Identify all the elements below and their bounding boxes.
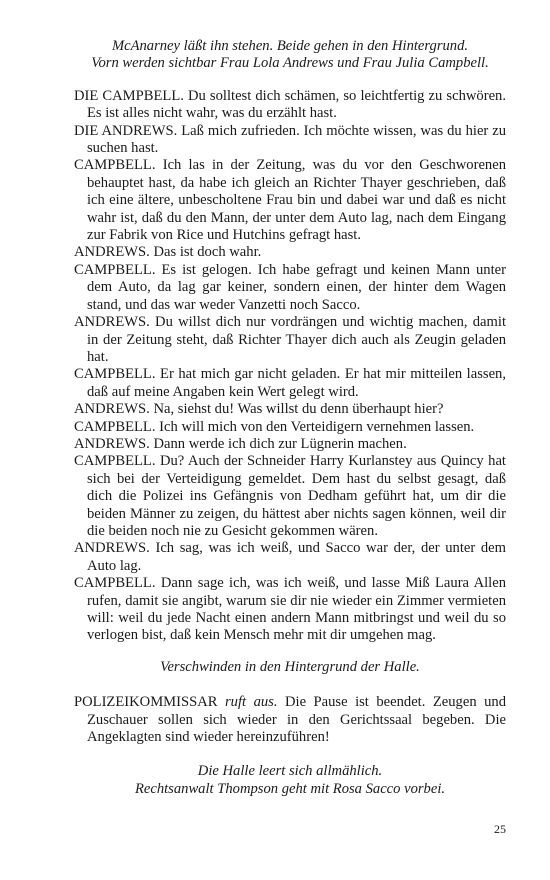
speaker-label: CAMPBELL. xyxy=(74,157,156,174)
speech-andrews xyxy=(74,314,506,366)
stage-direction-top xyxy=(74,38,506,73)
speech-text: Du solltest dich schämen, so leichtfertig zu schwören. Es ist alles nicht wahr, was du erzählt hast. xyxy=(87,87,506,122)
stage-direction-bottom xyxy=(74,763,506,798)
speaker-label: ANDREWS. xyxy=(74,314,150,331)
book-page xyxy=(74,38,506,798)
dialogue xyxy=(74,88,506,645)
stage-direction-line: Vorn werden sichtbar Frau Lola Andrews und Frau Julia Campbell. xyxy=(91,55,489,72)
speech-polizeikommissar xyxy=(74,694,506,746)
speech-andrews xyxy=(74,123,506,158)
speech-campbell xyxy=(74,366,506,401)
speaker-label: CAMPBELL. xyxy=(74,261,156,278)
speech-campbell xyxy=(74,88,506,123)
speech-text: Er hat mich gar nicht geladen. Er hat mir mitteilen lassen, daß auf meine Angaben kein Wert gelegt wird. xyxy=(87,366,506,400)
speaker-label: CAMPBELL. xyxy=(74,366,156,383)
speech-text: Du willst dich nur vordrängen und wichtig machen, damit in der Zeitung steht, daß Richter Thayer dich auch als Zeugin geladen hat. xyxy=(87,314,506,365)
stage-direction-mid: Verschwinden in den Hintergrund der Halle. xyxy=(160,658,420,675)
speech-text: Ich will mich von den Verteidigern vernehmen lassen. xyxy=(159,418,475,435)
speaker-label: POLIZEIKOMMISSAR xyxy=(74,694,218,711)
speaker-label: ANDREWS. xyxy=(74,540,150,557)
speech-text: Es ist gelogen. Ich habe gefragt und keinen Mann unter dem Auto, da lag gar keiner, sondern einen, der hinter dem Wagen stand, und das war weder Vanzetti noch Sacco. xyxy=(87,261,506,313)
speaker-label: ANDREWS. xyxy=(74,435,150,452)
stage-direction-line: Rechtsanwalt Thompson geht mit Rosa Sacco vorbei. xyxy=(134,780,446,797)
speech-text: Dann sage ich, was ich weiß, und lasse Miß Laura Allen rufen, damit sie angibt, warum sie dir nie wieder ein Zimmer vermieten will: weil du jede Nacht einen andern Mann mitbringst und weil du so verlogen bist, daß kein Mensch mehr mit dir umgehen mag. xyxy=(87,575,506,644)
speech-text: Du? Auch der Schneider Harry Kurlanstey aus Quincy hat sich bei der Verteidigung gemeldet. Dem hast du selbst gesagt, daß dich die Polizei ins Gefängnis von Dedham geführt hat, um dir die beiden Männer zu zeigen, du hättest aber nichts sagen können, weil dir die beiden noch nie zu Gesicht gekommen wären. xyxy=(87,453,506,539)
speech-andrews xyxy=(74,401,506,418)
speech-text: Na, siehst du! Was willst du denn überhaupt hier? xyxy=(153,401,444,418)
speech-andrews xyxy=(74,436,506,453)
speaker-label: CAMPBELL. xyxy=(74,453,156,470)
speech-text: Das ist doch wahr. xyxy=(153,244,262,261)
speech-andrews xyxy=(74,244,506,261)
speaker-label: ANDREWS. xyxy=(74,401,150,418)
speaker-label: ANDREWS. xyxy=(74,244,150,261)
speech-text: Ich sag, was ich weiß, und Sacco war der, der unter dem Auto lag. xyxy=(87,540,506,574)
speech-text: Dann werde ich dich zur Lügnerin machen. xyxy=(153,435,407,452)
speech-text: Ich las in der Zeitung, was du vor den Geschworenen behauptet hast, da habe ich gleich an Richter Thayer geschrieben, daß ich eine ältere, unbescholtene Frau bin und dabei war und daß es nicht wahr ist, daß du den Mann, der unter dem Auto lag, nach dem Eingang zur Fabrik von Rice und Hutchins gefragt hast. xyxy=(87,157,506,244)
speech-campbell xyxy=(74,157,506,244)
speech-campbell xyxy=(74,575,506,645)
speaker-label: CAMPBELL. xyxy=(74,418,156,435)
inline-stage-direction: ruft aus. xyxy=(225,694,278,711)
speaker-label: CAMPBELL. xyxy=(74,575,156,592)
stage-direction-line: McAnarney läßt ihn stehen. Beide gehen in den Hintergrund. xyxy=(111,38,469,54)
speaker-label: DIE ANDREWS. xyxy=(74,122,178,139)
speech-campbell xyxy=(74,453,506,540)
speech-text: Die Pause ist beendet. Zeugen und Zuschauer sollen sich wieder in den Gerichtssaal begeben. Die Angeklagten sind wieder hereinzuführen! xyxy=(87,694,506,746)
speaker-label: DIE CAMPBELL. xyxy=(74,87,184,104)
speech-text: Laß mich zufrieden. Ich möchte wissen, was du hier zu suchen hast. xyxy=(87,122,507,157)
speech-campbell xyxy=(74,262,506,314)
page-number: 25 xyxy=(494,822,506,836)
speech-andrews xyxy=(74,540,506,575)
stage-direction-line: Die Halle leert sich allmählich. xyxy=(197,763,383,780)
speech-campbell xyxy=(74,419,506,436)
